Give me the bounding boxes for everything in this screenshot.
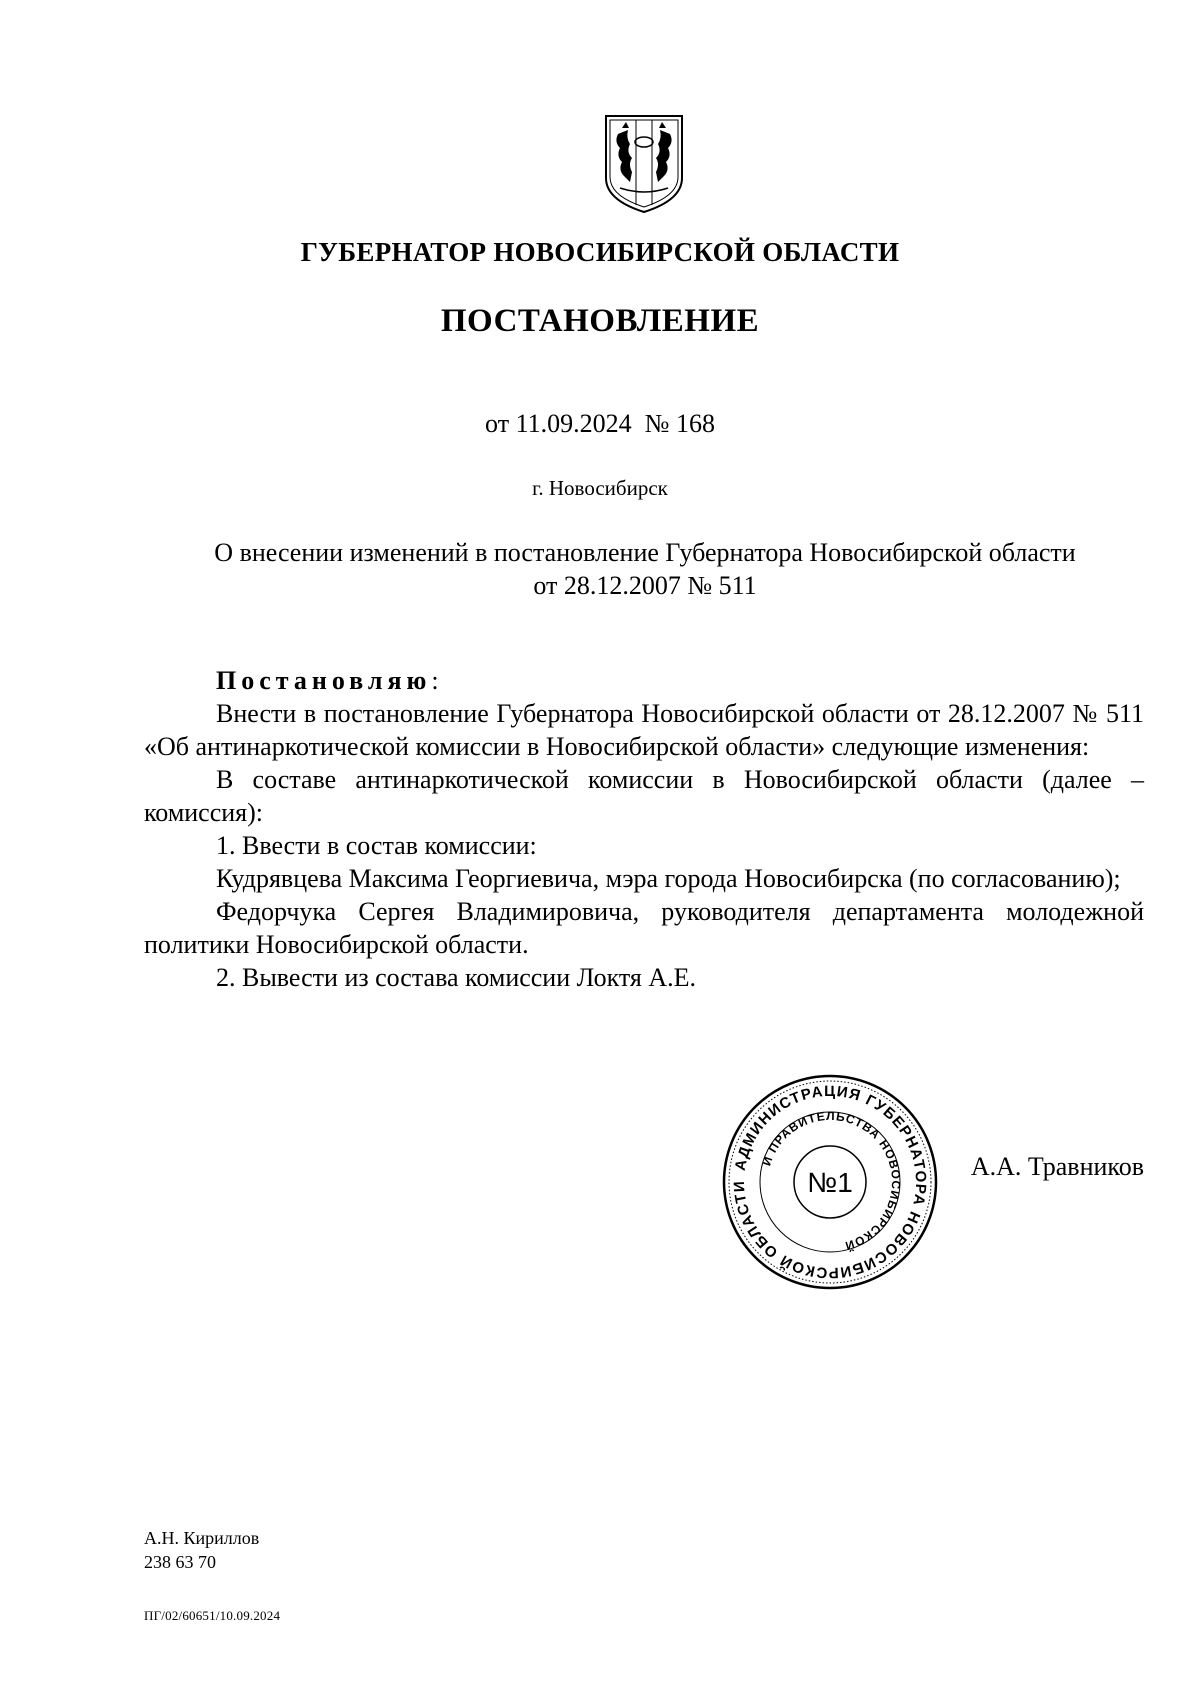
document-date: 11.09.2024 [515,409,632,438]
signatory-name: А.А. Травников [970,1152,1144,1181]
date-prefix: от [485,409,510,438]
document-body [144,664,1144,994]
stamp-inner-text: И ПРАВИТЕЛЬСТВА НОВОСИБИРСКОЙ [759,1108,904,1254]
document-subject [150,536,1140,602]
document-type-title: ПОСТАНОВЛЕНИЕ [440,303,760,339]
number-sign: № [644,409,670,438]
executor-phone: 238 63 70 [144,1552,216,1572]
paragraph-item-1: 1. Ввести в состав комиссии: [216,831,537,860]
document-number: 168 [675,409,715,438]
stamp-outer-text: АДМИНИСТРАЦИЯ ГУБЕРНАТОРА НОВОСИБИРСКОЙ ОБЛАСТИ [730,1082,930,1282]
executor-name: А.Н. Кириллов [144,1528,260,1548]
paragraph-commission-composition: В составе антинаркотической комиссии в Новосибирской области (далее – комиссия): [144,765,1144,827]
document-reference: ПГ/02/60651/10.09.2024 [144,1608,281,1623]
decree-colon: : [431,666,439,695]
date-and-number-line [0,409,1200,439]
paragraph-amend-intro: Внести в постановление Губернатора Новосибирской области от 28.12.2007 № 511 «Об антинаркотической комиссии в Новосибирской области» следующие изменения: [144,699,1144,761]
executor-block [144,1526,259,1574]
paragraph-member-fedorchuk: Федорчука Сергея Владимировича, руководителя департамента молодежной политики Новосибирской области. [144,897,1144,959]
city-line: г. Новосибирск [532,476,668,500]
decree-heading [144,664,1144,697]
paragraph-item-2: 2. Вывести из состава комиссии Локтя А.Е. [216,963,697,992]
official-stamp [720,1072,940,1292]
coat-of-arms-icon [600,112,688,216]
issuer-title: ГУБЕРНАТОР НОВОСИБИРСКОЙ ОБЛАСТИ [300,237,900,267]
paragraph-member-kudryavtsev: Кудрявцева Максима Георгиевича, мэра города Новосибирска (по согласованию); [216,864,1121,893]
subject-line-2: от 28.12.2007 № 511 [533,571,757,600]
decree-word: Постановляю [216,666,432,695]
subject-line-1: О внесении изменений в постановление Губернатора Новосибирской области [214,538,1076,567]
stamp-number: №1 [807,1167,853,1198]
